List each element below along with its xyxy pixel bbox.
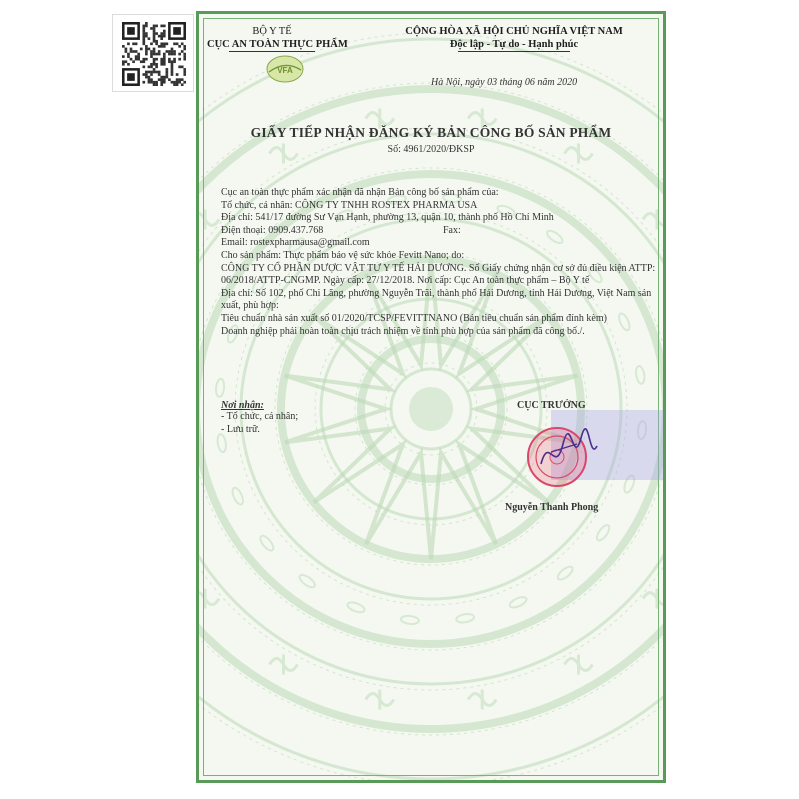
issuing-agency-block [207,26,348,52]
motto-underline [458,51,570,52]
signer-title: CỤC TRƯỞNG [517,400,586,411]
manufacturer-line: CÔNG TY CỔ PHẦN DƯỢC VẬT TƯ Y TẾ HẢI DƯƠNG. Số Giấy chứng nhận cơ sở đủ điều kiện ATTP: 06/2018/ATTP-CNGMP. Ngày cấp: 27/12/2018. Nơi cấp: Cục An toàn thực phẩm – Bộ Y tế [221,262,656,287]
recipients-block [221,400,298,436]
agency-underline [229,51,315,52]
recipient-item: - Tổ chức, cá nhân; [221,411,299,422]
phone-line: Điện thoại: 0909.437.768 [221,224,324,236]
svg-text:VFA: VFA [277,66,293,75]
issue-date: Hà Nội, ngày 03 tháng 06 năm 2020 [431,77,578,88]
signer-name: Nguyễn Thanh Phong [505,502,599,513]
nation-name: CỘNG HÒA XÃ HỘI CHỦ NGHĨA VIỆT NAM [405,26,623,37]
document-number: Số: 4961/2020/ĐKSP [387,144,475,155]
red-seal-stamp [521,424,601,490]
recipient-item: - Lưu trữ. [221,423,260,435]
national-motto: Độc lập - Tự do - Hạnh phúc [449,39,579,50]
agency-name: CỤC AN TOÀN THỰC PHẨM [207,39,348,50]
responsibility-line: Doanh nghiệp phải hoàn toàn chịu trách nhiệm về tính phù hợp của sản phẩm đã công bố./. [221,325,585,337]
certificate-document [196,11,666,783]
organization-address: Địa chỉ: 541/17 đường Sư Vạn Hạnh, phường 13, quận 10, thành phố Hồ Chí Minh [221,212,554,224]
contact-row [221,225,657,238]
certificate-body [221,187,657,338]
recipients-label: Nơi nhận: [221,400,264,411]
ministry-name: BỘ Y TẾ [252,26,292,37]
vfa-logo-icon [265,54,305,84]
organization-line: Tổ chức, cá nhân: CÔNG TY TNHH ROSTEX PHARMA USA [221,199,478,211]
manufacturer-address: Địa chỉ: Số 102, phố Chi Lăng, phường Nguyễn Trãi, thành phố Hải Dương, tỉnh Hải Dương, Việt Nam sản xuất, phù hợp: [221,287,652,312]
national-header-block [379,26,649,52]
email-line: Email: rostexpharmausa@gmail.com [221,237,370,249]
qr-code-card [112,14,194,92]
intro-line: Cục an toàn thực phẩm xác nhận đã nhận Bản công bố sản phẩm của: [221,187,499,198]
fax-line: Fax: [443,224,461,236]
qr-code-icon [122,22,186,86]
product-line: Cho sản phẩm: Thực phẩm bảo vệ sức khỏe Fevitt Nano; do: [221,249,465,261]
standard-line: Tiêu chuẩn nhà sản xuất số 01/2020/TCSP/FEVITTNANO (Bản tiêu chuẩn sản phẩm đính kèm) [221,312,607,324]
document-title: GIẤY TIẾP NHẬN ĐĂNG KÝ BẢN CÔNG BỐ SẢN PHẨM [250,125,612,140]
